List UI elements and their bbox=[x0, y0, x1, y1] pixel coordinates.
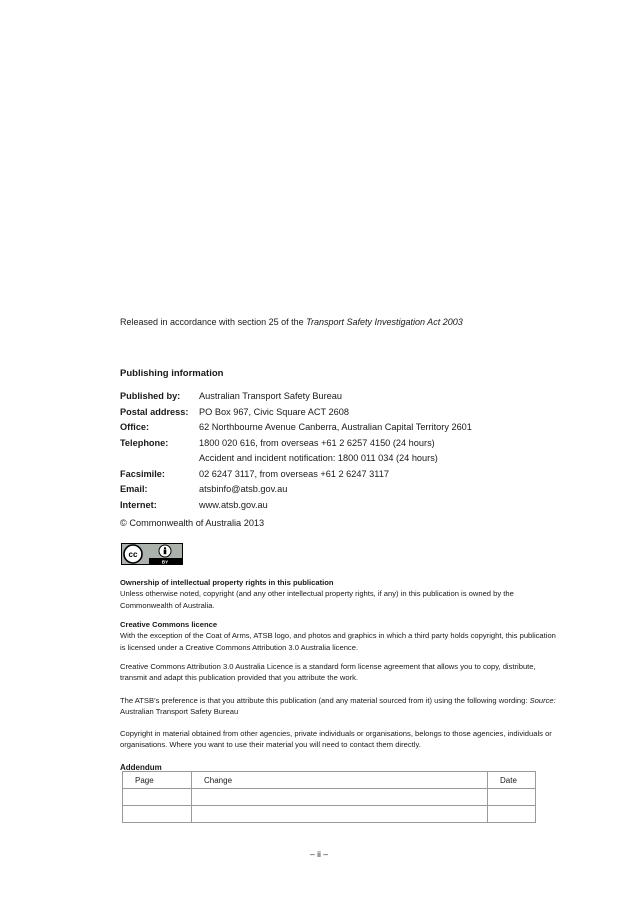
page-number: – ii – bbox=[310, 849, 328, 859]
pub-key: Facsimile: bbox=[120, 468, 165, 479]
addendum-col-page: Page bbox=[123, 772, 192, 789]
addendum-header-row bbox=[123, 772, 536, 789]
pub-row bbox=[120, 451, 472, 467]
pub-row bbox=[120, 436, 472, 452]
copyright-line: © Commonwealth of Australia 2013 bbox=[120, 518, 265, 528]
pub-key: Telephone: bbox=[120, 437, 169, 448]
pub-value: PO Box 967, Civic Square ACT 2608 bbox=[199, 406, 349, 417]
pub-key: Office: bbox=[120, 422, 150, 432]
attribution-preference: The ATSB’s preference is that you attribute this publication (and any material sourced from it) using the following wording: Source: Australian Transport Safety Bureau bbox=[120, 696, 556, 717]
ownership-section bbox=[120, 577, 560, 611]
pub-key: Published by: bbox=[120, 391, 181, 401]
pub-value: Australian Transport Safety Bureau bbox=[199, 391, 342, 401]
pub-key: Internet: bbox=[120, 499, 157, 510]
third-party-paragraph: Copyright in material obtained from other agencies, private individuals or organisations, belongs to those agencies, individuals or organisations. Where you want to use their material you will need to contact them directly. bbox=[120, 729, 552, 750]
addendum-row bbox=[123, 789, 536, 806]
pub-key bbox=[120, 451, 199, 467]
pub-value: 02 6247 3117, from overseas +61 2 6247 3117 bbox=[199, 468, 389, 479]
pub-row bbox=[120, 467, 472, 483]
pub-value: 1800 020 616, from overseas +61 2 6257 4150 (24 hours) bbox=[199, 437, 435, 448]
pub-value: Accident and incident notification: 1800 011 034 (24 hours) bbox=[199, 453, 438, 463]
by-text: BY bbox=[161, 559, 169, 565]
pub-row bbox=[120, 420, 472, 436]
addendum-heading: Addendum bbox=[120, 763, 162, 772]
addendum-table bbox=[122, 771, 536, 823]
ownership-heading: Ownership of intellectual property rights in this publication bbox=[120, 578, 334, 587]
publishing-info-table bbox=[120, 389, 472, 513]
addendum-col-date: Date bbox=[488, 772, 536, 789]
pub-value: atsbinfo@atsb.gov.au bbox=[199, 484, 288, 494]
addendum-row bbox=[123, 806, 536, 823]
publishing-info-heading: Publishing information bbox=[120, 368, 224, 379]
ownership-body: Unless otherwise noted, copyright (and any other intellectual property rights, if any) in this publication is owned by the Commonwealth of Australia. bbox=[120, 589, 514, 610]
source-label: Source: bbox=[529, 696, 556, 705]
pub-row bbox=[120, 389, 472, 405]
licence-body: With the exception of the Coat of Arms, ATSB logo, and photos and graphics in which a third party holds copyright, this publication is licensed under a Creative Commons Attribution 3.0 Australia licence. bbox=[120, 631, 556, 652]
pub-row bbox=[120, 498, 472, 514]
pub-row bbox=[120, 482, 472, 498]
attribution-paragraph: Creative Commons Attribution 3.0 Australia Licence is a standard form license agreement that allows you to copy, distribute, transmit and adapt this publication provided that you attribute the work. bbox=[120, 662, 536, 683]
release-statement: Released in accordance with section 25 of the Transport Safety Investigation Act 2003 bbox=[120, 317, 463, 327]
licence-section bbox=[120, 619, 560, 653]
addendum-col-change: Change bbox=[192, 772, 488, 789]
pub-key: Email: bbox=[120, 484, 148, 494]
act-name: Transport Safety Investigation Act 2003 bbox=[306, 317, 463, 327]
pub-value: 62 Northbourne Avenue Canberra, Australian Capital Territory 2601 bbox=[199, 422, 472, 432]
cc-by-badge-icon bbox=[121, 543, 183, 565]
pub-row bbox=[120, 405, 472, 421]
pub-value: www.atsb.gov.au bbox=[199, 499, 268, 510]
pub-key: Postal address: bbox=[120, 406, 189, 417]
cc-text: cc bbox=[128, 550, 138, 559]
licence-heading: Creative Commons licence bbox=[120, 620, 218, 629]
